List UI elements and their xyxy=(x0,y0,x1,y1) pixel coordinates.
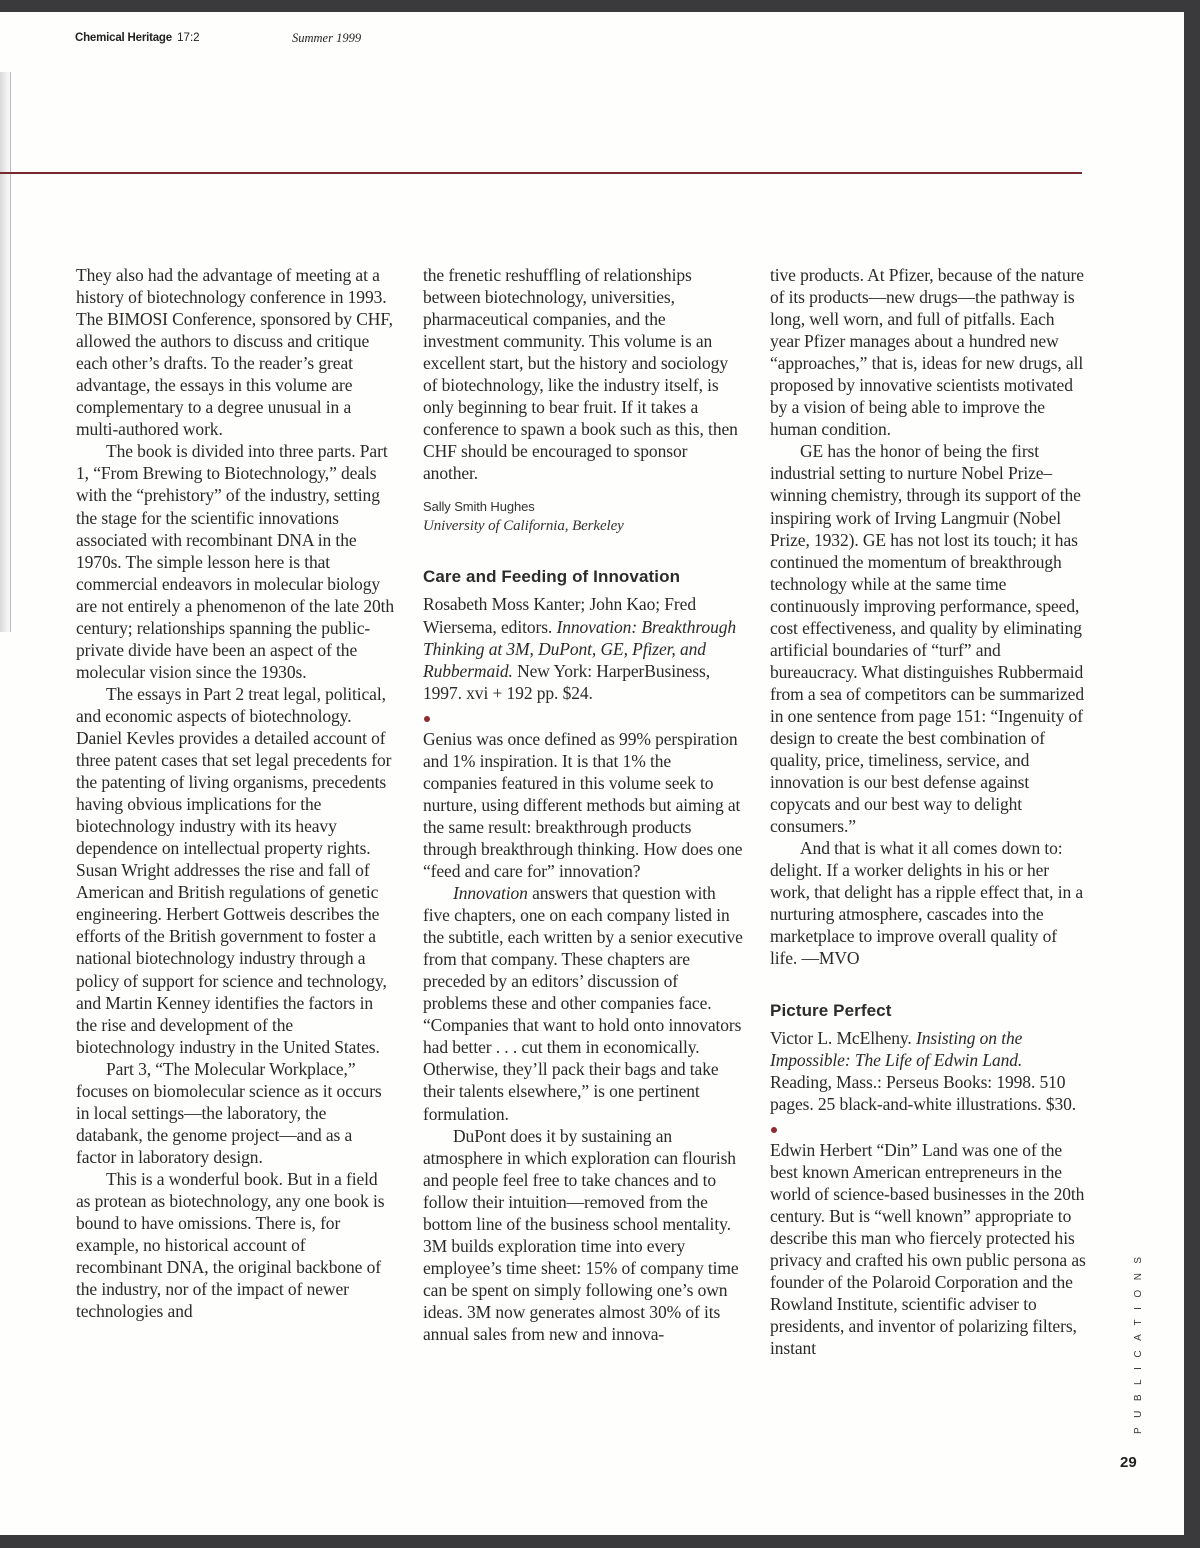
publication-info: Reading, Mass.: Perseus Books: 1998. 510 pages. 25 black-and-white illustrations. $30. xyxy=(770,1071,1077,1114)
paragraph: The book is divided into three parts. Part 1, “From Brewing to Biotechnology,” deals with the “prehistory” of the industry, setting the stage for the scientific innovations associated with recombinant DNA in the 1970s. The simple lesson here is that commercial endeavors in molecular biology are not entirely a phenomenon of the late 20th century; relationships spanning the public-private divide have been an aspect of the molecular vision since the 1930s. xyxy=(76,441,395,682)
journal-title: Chemical Heritage xyxy=(75,32,172,44)
paragraph-text: answers that question with five chapters, one on each company listed in the subtitle, each written by a senior executive from that company. These chapters are preceded by an editors’ discussion of problems these and other companies face. “Companies that want to hold onto innovators had better . . . cut them in economically. Otherwise, they’ll pack their bags and take their talents elsewhere,” is one pertinent formulation. xyxy=(423,883,743,1124)
header-rule xyxy=(0,172,1082,174)
paragraph: And that is what it all comes down to: delight. If a worker delights in his or her work, that delight has a ripple effect that, in a nurturing atmosphere, cascades into the marketplace to improve overall quality of life. —MVO xyxy=(770,838,1084,969)
reviewer-name: Sally Smith Hughes xyxy=(423,499,535,515)
book-citation xyxy=(423,593,743,703)
column-3 xyxy=(770,264,1088,1359)
review-title: Care and Feeding of Innovation xyxy=(423,567,681,587)
publication-info: New York: HarperBusiness, 1997. xvi + 192 pp. $24. xyxy=(423,660,710,703)
book-authors: Victor L. McElheny. xyxy=(770,1027,912,1048)
italic-book-name: Innovation xyxy=(453,883,528,904)
section-label: PUBLICATIONS xyxy=(1133,1247,1144,1434)
bullet-dot-icon xyxy=(424,716,430,722)
magazine-page xyxy=(0,12,1184,1535)
page-number: 29 xyxy=(1120,1454,1137,1471)
column-1 xyxy=(76,264,396,1322)
paragraph: GE has the honor of being the first industrial setting to nurture Nobel Prize–winning chemistry, through its support of the inspiring work of Irving Langmuir (Nobel Prize, 1932). GE has not lost its touch; it has continued the momentum of breakthrough technology while at the same time continuously improving performance, speed, cost effectiveness, and quality by eliminating artificial boundaries of “turf” and bureaucracy. What distinguishes Rubbermaid from a sea of competitors can be summarized in one sentence from page 151: “Ingenuity of design to create the best combination of quality, price, timeliness, service, and innovation is our best defense against copycats and our best way to delight consumers.” xyxy=(770,441,1084,837)
issue-season: Summer 1999 xyxy=(292,31,362,45)
paragraph: DuPont does it by sustaining an atmosphere in which exploration can flourish and people feel free to take chances and to follow their intuition—removed from the bottom line of the business school mentality. 3M builds exploration time into every employee’s time sheet: 15% of company time can be spent on simply following one’s own ideas. 3M now generates almost 30% of its annual sales from new and innova- xyxy=(423,1125,739,1344)
review-title: Picture Perfect xyxy=(770,1000,892,1020)
book-citation xyxy=(770,1027,1088,1115)
issue-number: 17:2 xyxy=(177,32,200,44)
book-authors: Rosabeth Moss Kanter; John Kao; Fred Wiersema, xyxy=(423,594,696,637)
paragraph: This is a wonderful book. But in a field as protean as biotechnology, any one book is bound to have omissions. There is, for example, no historical account of recombinant DNA, the original backbone of the industry, nor of the impact of newer technologies and xyxy=(76,1168,385,1322)
paragraph: Part 3, “The Molecular Workplace,” focuses on biomolecular science as it occurs in local settings—the laboratory, the databank, the genome project—and as a factor in laboratory design. xyxy=(76,1058,382,1167)
paragraph: the frenetic reshuffling of relationships between biotechnology, universities, pharmaceutical companies, and the investment community. This volume is an excellent start, but the history and sociology of biotechnology, like the industry itself, is only beginning to bear fruit. If it takes a conference to spawn a book such as this, then CHF should be encouraged to sponsor another. xyxy=(423,265,738,484)
paragraph: They also had the advantage of meeting at a history of biotechnology conference in 1993. The BIMOSI Conference, sponsored by CHF, allowed the authors to discuss and critique each other’s drafts. To the reader’s great advantage, the essays in this volume are complementary to a degree unusual in a multi-authored work. xyxy=(76,265,393,440)
reviewer-affiliation: University of California, Berkeley xyxy=(423,518,624,535)
paragraph: Edwin Herbert “Din” Land was one of the best known American entrepreneurs in the world of science-based businesses in the 20th century. But is “well known” appropriate to describe this man who fiercely protected his privacy and crafted his own public persona as founder of the Polaroid Corporation and the Rowland Institute, scientific adviser to presidents, and inventor of polarizing filters, instant xyxy=(770,1139,1086,1359)
book-title: Insisting on the Impossible: The Life of Edwin Land. xyxy=(770,1027,1023,1070)
editors-label: editors. xyxy=(501,616,553,637)
bullet-dot-icon xyxy=(771,1127,777,1133)
paragraph xyxy=(423,882,743,1125)
running-head xyxy=(75,32,200,44)
paragraph: The essays in Part 2 treat legal, political, and economic aspects of biotechnology. Daniel Kevles provides a detailed account of three patent cases that set legal precedents for the patenting of living organisms, precedents having obvious implications for the biotechnology industry with its heavy dependence on intellectual property rights. Susan Wright addresses the rise and fall of American and British regulations of genetic engineering. Herbert Gottweis describes the efforts of the British government to foster a national biotechnology industry through a policy of support for science and technology, and Martin Kenney identifies the factors in the rise and development of the biotechnology industry in the United States. xyxy=(76,683,392,1057)
paragraph: tive products. At Pfizer, because of the nature of its products—new drugs—the pathway is long, well worn, and full of pitfalls. Each year Pfizer manages about a hundred new “approaches,” that is, ideas for new drugs, all proposed by innovative scientists motivated by a vision of being able to improve the human condition. xyxy=(770,265,1084,440)
book-title: Innovation: Breakthrough Thinking at 3M, DuPont, GE, Pfizer, and Rubbermaid. xyxy=(423,616,737,681)
paragraph: Genius was once defined as 99% perspiration and 1% inspiration. It is that 1% the companies featured in this volume seek to nurture, using different methods but aiming at the same result: breakthrough products through breakthrough thinking. How does one “feed and care for” innovation? xyxy=(423,728,743,881)
binding-edge xyxy=(0,72,11,632)
column-2 xyxy=(423,264,743,1345)
